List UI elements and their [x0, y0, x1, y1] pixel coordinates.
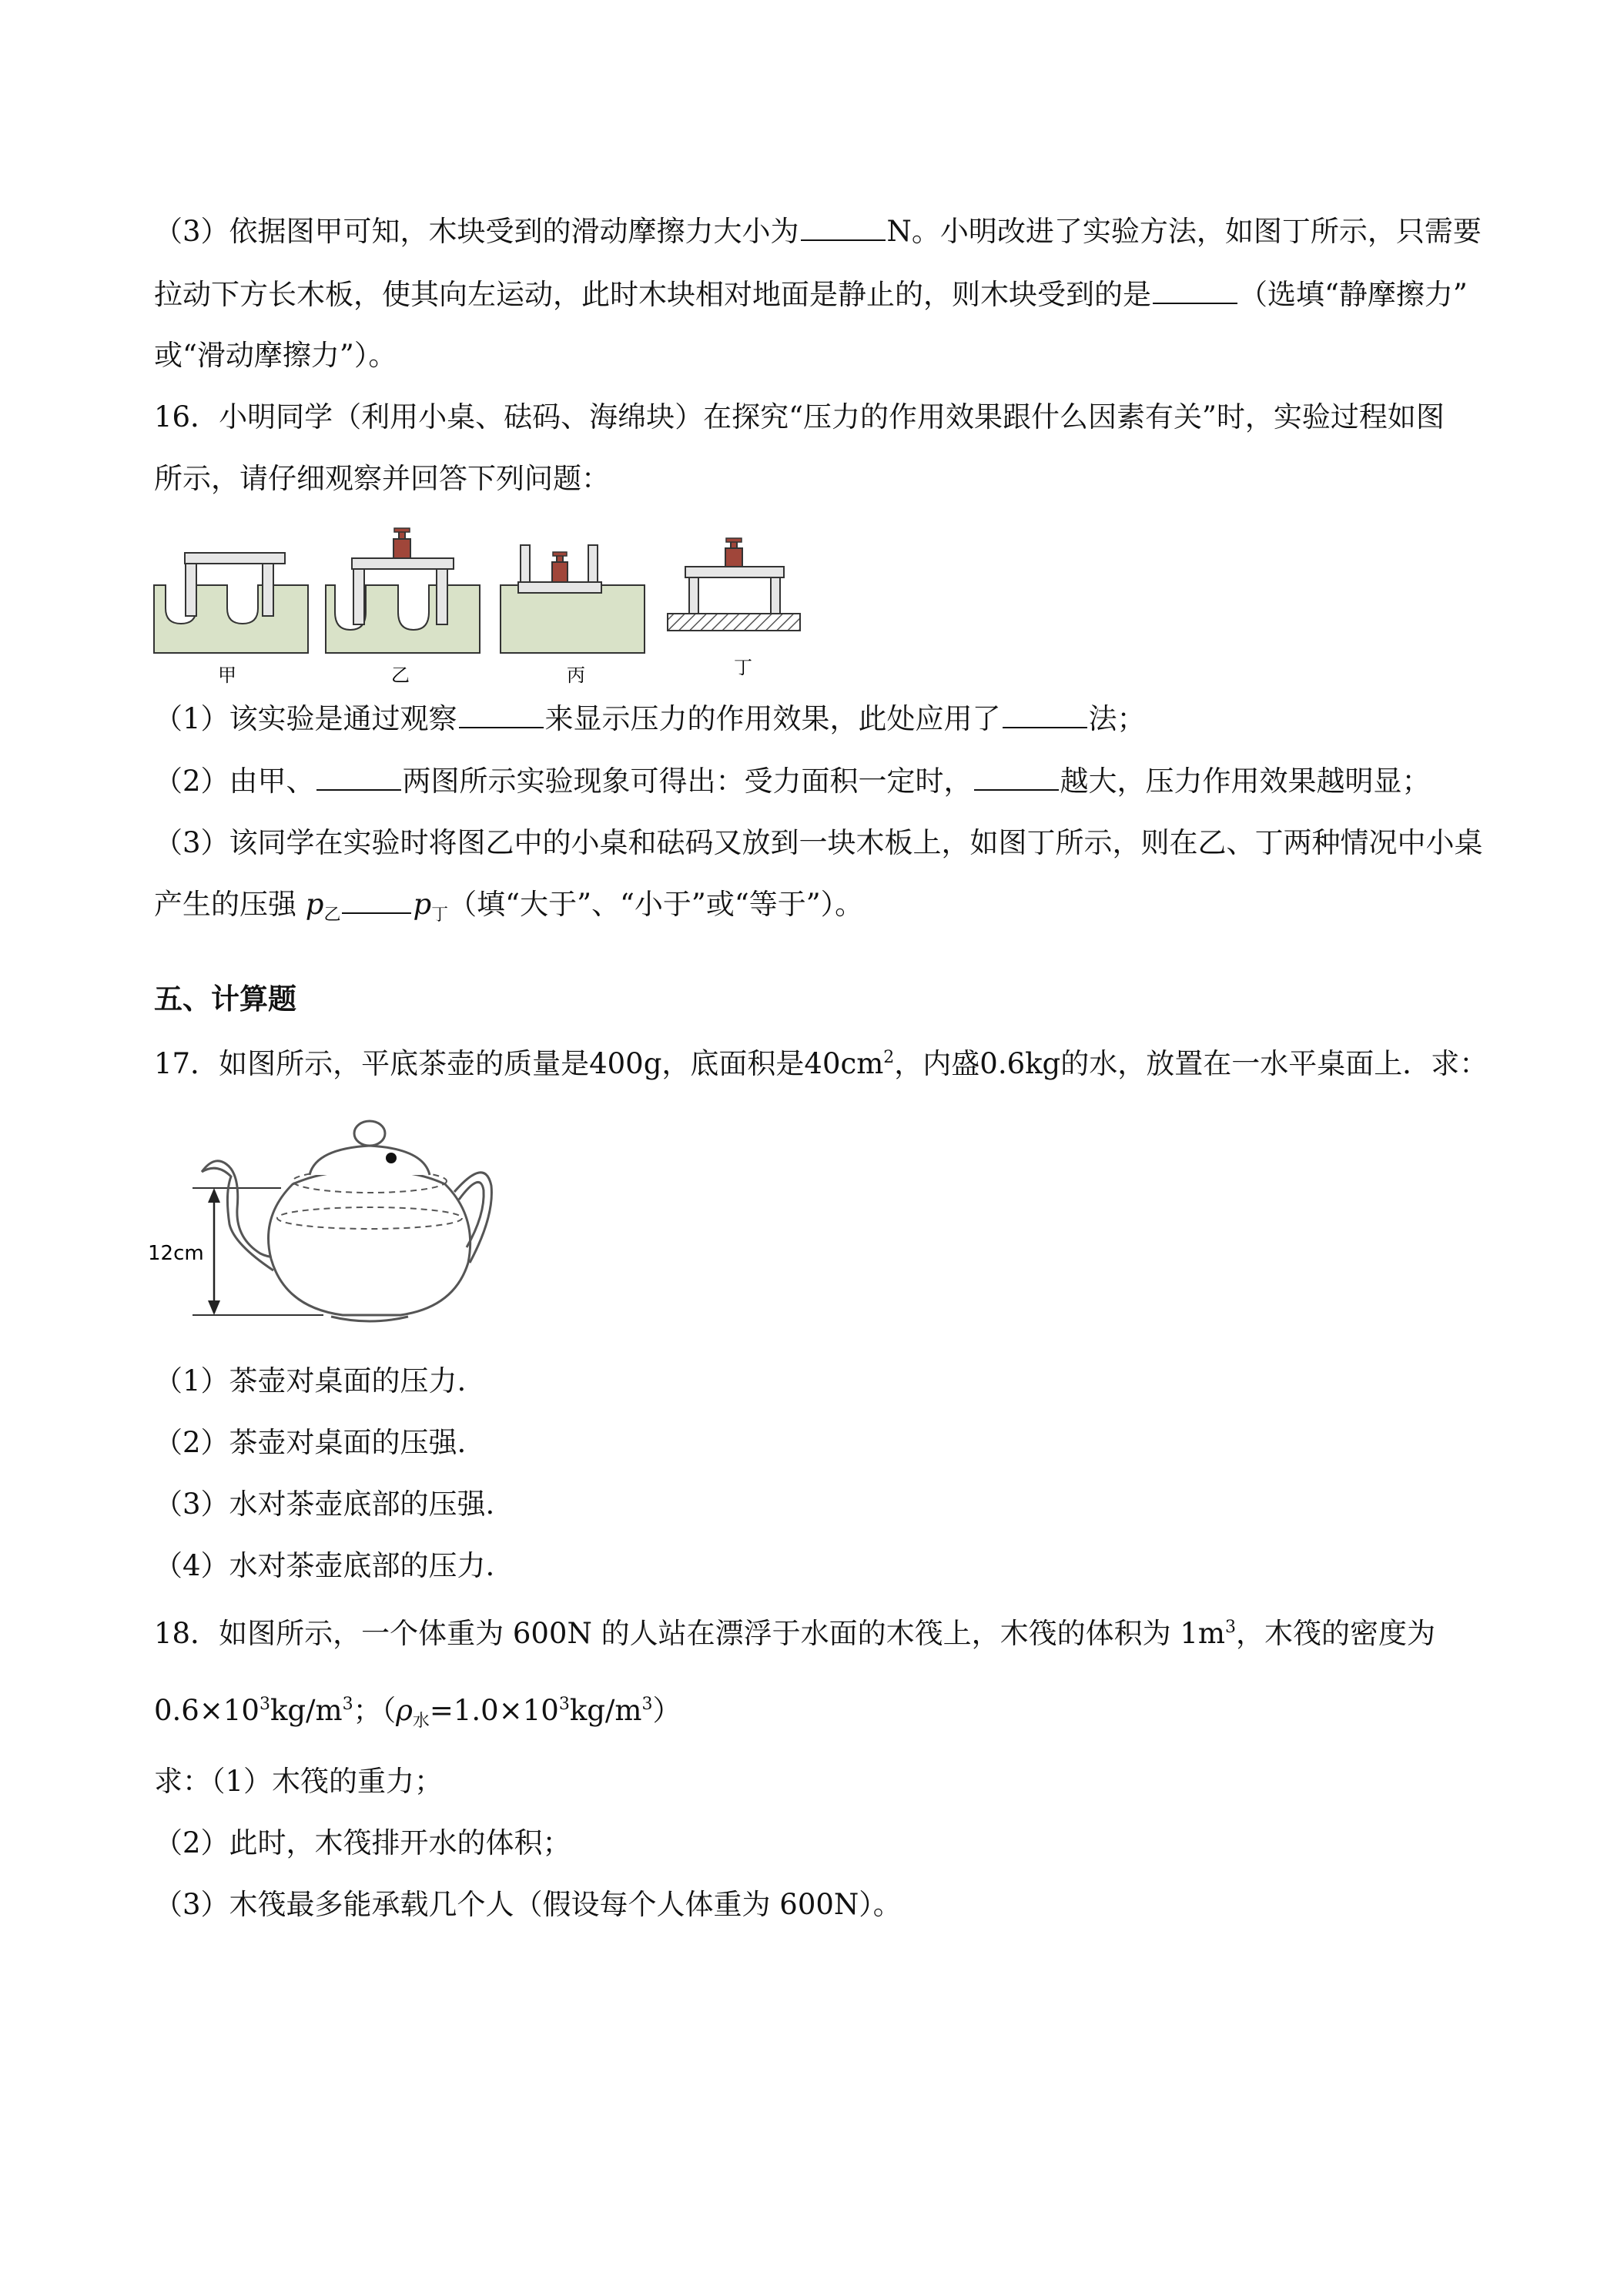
text: 两图所示实验现象可得出：受力面积一定时， [402, 765, 973, 798]
label-yi: 乙 [391, 664, 410, 686]
pressure-symbol: p [305, 888, 324, 921]
section-title: 五、计算题 [154, 982, 296, 1016]
text: 18．如图所示，一个体重为 600N 的人站在漂浮于水面的木筏上，木筏的体积为 1m [154, 1617, 1225, 1650]
height-label: 12cm [148, 1242, 204, 1265]
rho-symbol: ρ [396, 1694, 413, 1727]
rho-unit: kg/m [569, 1694, 642, 1727]
superscript: 3 [259, 1695, 270, 1714]
q17-sub4: （4）水对茶壶底部的压力. [154, 1549, 495, 1582]
text: 拉动下方长木板，使其向左运动，此时木块相对地面是静止的，则木块受到的是 [154, 278, 1151, 311]
text: ，内盛 [894, 1047, 980, 1080]
answer-blank[interactable] [974, 765, 1059, 791]
text: ，木筏的密度为 [1236, 1617, 1435, 1650]
q16-stem-line1: 16．小明同学（利用小桌、砝码、海绵块）在探究“压力的作用效果跟什么因素有关”时，实验过程如图 [154, 400, 1445, 433]
text: ；（ [353, 1694, 397, 1727]
q16-stem-line2: 所示，请仔细观察并回答下列问题： [154, 462, 610, 495]
figure-jia [154, 553, 308, 686]
superscript: 3 [342, 1695, 353, 1714]
q17-sub1: （1）茶壶对桌面的压力. [154, 1364, 467, 1397]
answer-blank[interactable] [1003, 702, 1087, 728]
density-unit: kg/m [270, 1694, 343, 1727]
text: 法； [1088, 702, 1146, 735]
q16-sub2 [154, 765, 1431, 798]
text: （2）由甲、 [154, 765, 315, 798]
water-value: 0.6kg [979, 1047, 1061, 1080]
text: ，底面积是 [661, 1047, 805, 1080]
text: （选填“静摩擦力” [1239, 278, 1468, 311]
answer-blank[interactable] [801, 215, 886, 241]
q15-sub3-line3: 或“滑动摩擦力”）。 [154, 339, 397, 372]
mass-value: 400g [589, 1047, 662, 1080]
subscript: 水 [412, 1712, 430, 1731]
text: （1）该实验是通过观察 [154, 702, 457, 735]
q18-sub1: 求：（1）木筏的重力； [154, 1765, 444, 1798]
q16-sub3-line1: （3）该同学在实验时将图乙中的小桌和砝码又放到一块木板上，如图丁所示，则在乙、丁两种情况中小桌 [154, 826, 1483, 859]
figure-yi [326, 528, 480, 686]
superscript: 3 [558, 1695, 570, 1714]
answer-blank[interactable] [459, 702, 544, 728]
text: ） [652, 1694, 681, 1727]
q18-sub3: （3）木筏最多能承载几个人（假设每个人体重为 600N）。 [154, 1888, 902, 1921]
density-value: 0.6×10 [154, 1694, 260, 1727]
label-jia: 甲 [218, 664, 236, 686]
text: 的水，放置在一水平桌面上．求： [1060, 1047, 1488, 1080]
label-bing: 丙 [567, 664, 585, 686]
label-ding: 丁 [734, 657, 752, 678]
subscript: 丁 [431, 905, 449, 925]
text: （填“大于”、“小于”或“等于”）。 [448, 888, 864, 921]
superscript: 3 [1225, 1618, 1236, 1637]
q16-sub3-line2 [154, 888, 863, 932]
q17-sub3: （3）水对茶壶底部的压强. [154, 1488, 495, 1521]
q18-stem-line1 [154, 1611, 1435, 1651]
answer-blank[interactable] [342, 888, 411, 914]
text: 17．如图所示，平底茶壶的质量是 [154, 1047, 590, 1080]
q16-figure [150, 516, 828, 693]
q15-sub3-line1 [154, 215, 1482, 249]
q16-sub1 [154, 702, 1146, 736]
text: 来显示压力的作用效果，此处应用了 [544, 702, 1001, 735]
text: N。小明改进了实验方法，如图丁所示，只需要 [886, 215, 1482, 248]
superscript: 2 [883, 1048, 895, 1067]
superscript: 3 [641, 1695, 653, 1714]
area-value: 40cm [804, 1047, 884, 1080]
figure-bing [501, 545, 645, 686]
text: （3）依据图甲可知，木块受到的滑动摩擦力大小为 [154, 215, 799, 248]
pressure-symbol: p [413, 888, 432, 921]
subscript: 乙 [323, 905, 341, 925]
rho-value: =1.0×10 [429, 1694, 559, 1727]
answer-blank[interactable] [316, 765, 401, 791]
q18-stem-line2 [154, 1688, 681, 1739]
text: 产生的压强 [154, 888, 296, 921]
teapot-figure [146, 1101, 493, 1332]
text: 越大，压力作用效果越明显； [1060, 765, 1431, 798]
q18-sub2: （2）此时，木筏排开水的体积； [154, 1826, 571, 1859]
q15-sub3-line2 [154, 278, 1468, 312]
answer-blank[interactable] [1153, 278, 1237, 304]
figure-ding [668, 538, 800, 678]
q17-sub2: （2）茶壶对桌面的压强. [154, 1426, 467, 1459]
q17-stem [154, 1041, 1488, 1081]
